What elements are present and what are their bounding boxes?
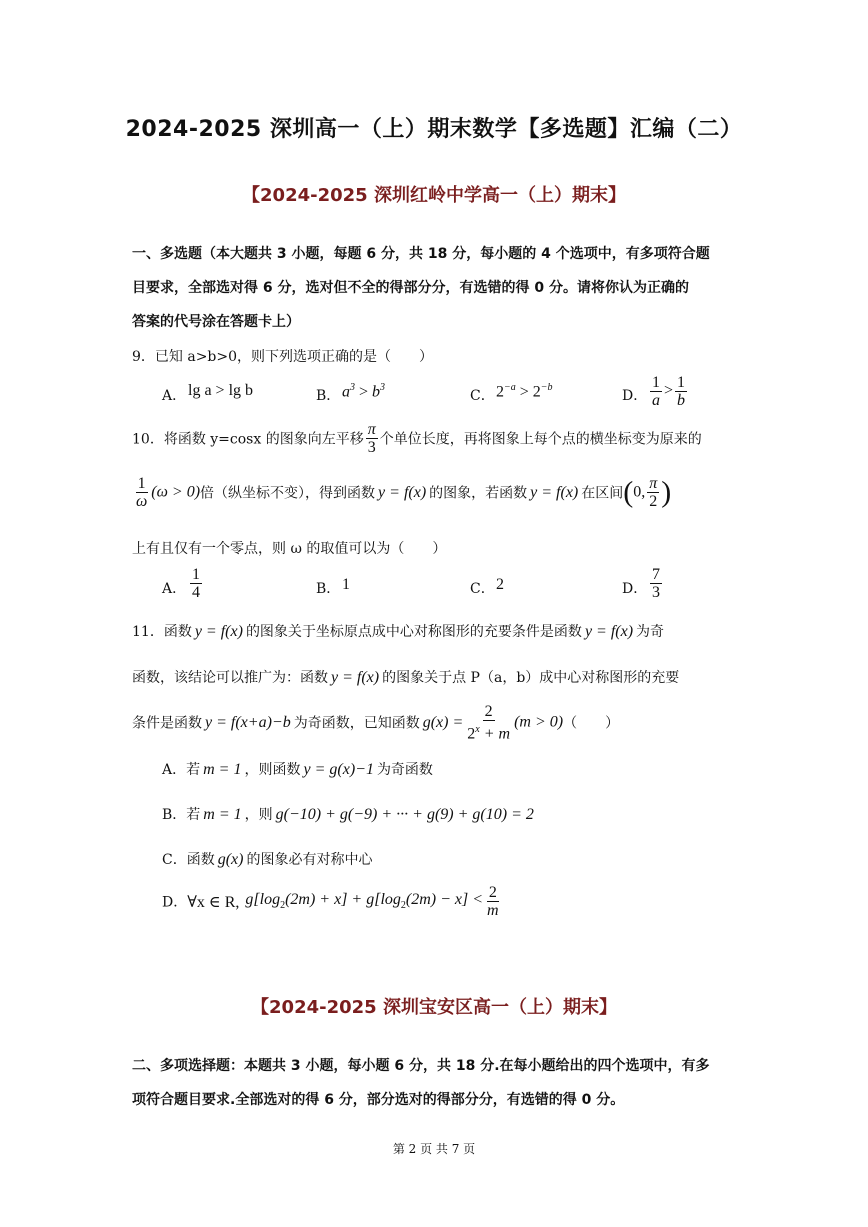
option-label: A． (162, 581, 187, 597)
option-d-math: $\frac{1}{a}$ > $\frac{1}{b}$ (652, 374, 686, 409)
question-10-line-3: 上有且仅有一个零点，则 ω 的取值可以为（ ） (132, 541, 447, 557)
option-c-math: $2^{-a} > 2^{-b}$ (496, 382, 553, 401)
document-title: 2024-2025 深圳高一（上）期末数学【多选题】汇编（二） (125, 117, 743, 142)
page-footer: 第 2 页 共 7 页 (392, 1142, 476, 1156)
option-b-math: $a^3 > b^3$ (342, 382, 386, 401)
instructions-line-1: 一、多选题（本大题共 3 小题，每题 6 分，共 18 分，每小题的 4 个选项中，有多项符合题 (132, 246, 710, 262)
question-11-line-3: 条件是函数 y = f(x+a)−b 为奇函数，已知函数 g(x) = $\frac{2}{2^x + m}$ (m > 0)（ ） (132, 703, 620, 743)
option-label: B． (316, 388, 341, 404)
question-11-line-1: 11．函数 y = f(x) 的图象关于坐标原点成中心对称图形的充要条件是函数 y = f(x) 为奇 (132, 623, 665, 640)
option-d-math: $\frac{7}{3}$ (652, 566, 660, 601)
option-label: C． (470, 581, 495, 597)
option-label: C． (470, 388, 495, 404)
option-a-math: $\frac{1}{4}$ (192, 566, 200, 601)
question-10-options (162, 566, 722, 610)
section-heading-baoan: 【2024-2025 深圳宝安区高一（上）期末】 (251, 997, 617, 1018)
question-9-stem: 9．已知 a>b>0，则下列选项正确的是（ ） (132, 349, 434, 365)
option-label: D． (622, 388, 648, 404)
section-heading-hongling: 【2024-2025 深圳红岭中学高一（上）期末】 (242, 185, 626, 206)
question-11-option-a: A．若 m = 1 ，则函数 y = g(x)−1 为奇函数 (162, 761, 433, 778)
option-a-math: lg a > lg b (188, 382, 254, 399)
instructions-line-3: 答案的代号涂在答题卡上） (132, 314, 300, 330)
instructions-line-1: 二、多项选择题：本题共 3 小题，每小题 6 分，共 18 分.在每小题给出的四个选项中，有多 (132, 1058, 710, 1074)
option-label: A． (162, 388, 187, 404)
question-9-options (162, 376, 722, 416)
question-11-option-d: D．∀x ∈ R, $g[\log_2(2m) + x] + g[\log_2(2m) - x]$ < $\frac{2}{m}$ (162, 884, 499, 919)
question-11-option-c: C．函数 g(x) 的图象必有对称中心 (162, 851, 373, 868)
option-label: D． (622, 581, 648, 597)
instructions-line-2: 目要求，全部选对得 6 分，选对但不全的得部分分，有选错的得 0 分。请将你认为正确的 (132, 280, 689, 296)
question-10-line-1: 10．将函数 y=cosx 的图象向左平移 $\frac{\pi}{3}$ 个单位长度，再将图象上每个点的横坐标变为原来的 (132, 421, 702, 456)
option-label: B． (316, 581, 341, 597)
question-11-line-2: 函数，该结论可以推广为：函数 y = f(x) 的图象关于点 P（a，b）成中心对称图形的充要 (132, 669, 680, 686)
question-10-line-2: $\frac{1}{\omega}$ (ω > 0)倍（纵坐标不变），得到函数 y = f(x) 的图象，若函数 y = f(x) 在区间(0, $\frac{\pi}{2}$ ) (136, 475, 672, 510)
question-11-option-b: B．若 m = 1 ，则 g(−10) + g(−9) + ··· + g(9) + g(10) = 2 (162, 806, 534, 823)
option-b-math: 1 (342, 576, 350, 593)
instructions-line-2: 项符合题目要求.全部选对的得 6 分，部分选对的得部分分，有选错的得 0 分。 (132, 1092, 625, 1108)
option-c-math: 2 (496, 576, 504, 593)
